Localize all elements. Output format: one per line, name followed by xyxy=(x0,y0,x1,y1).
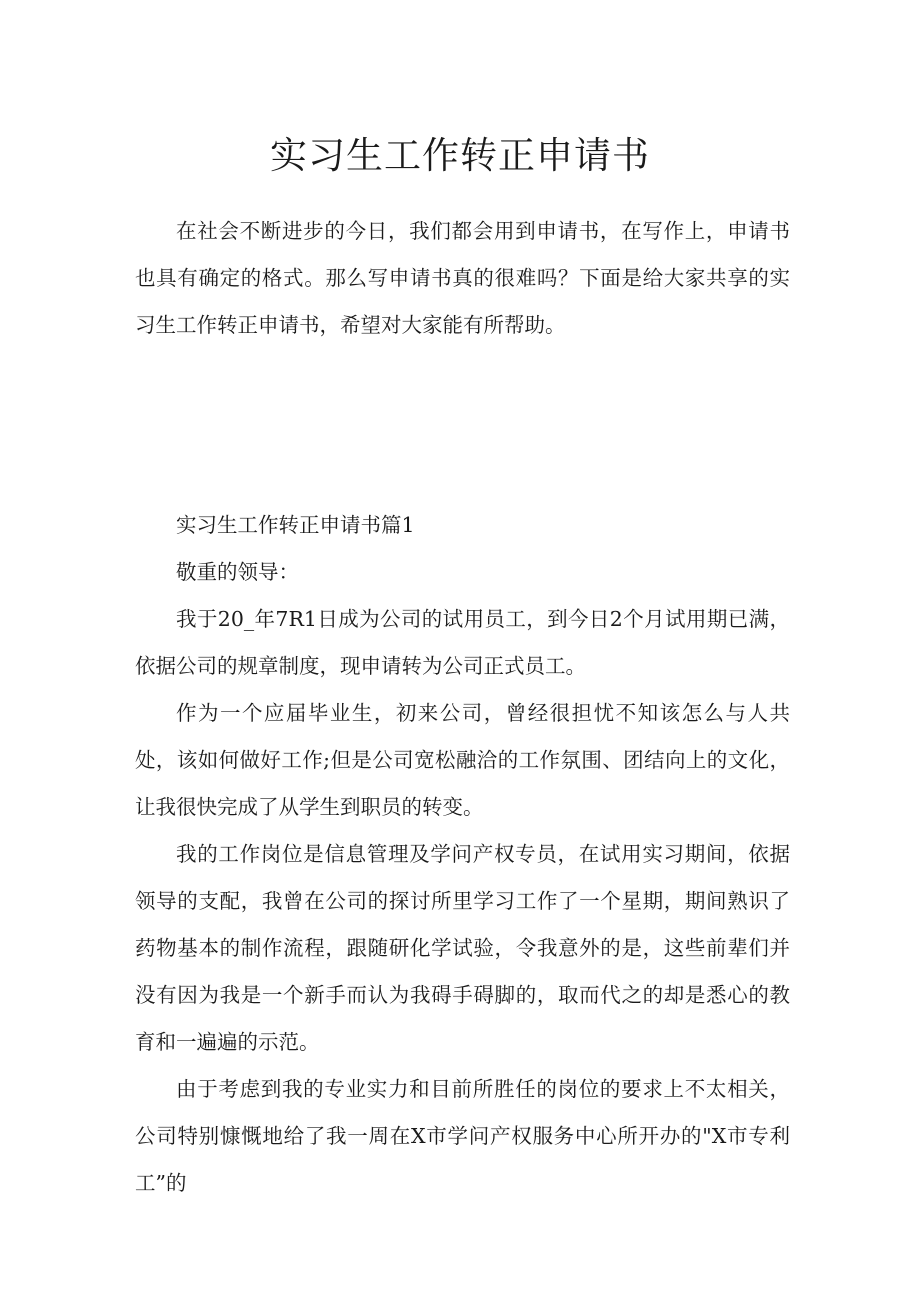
body-paragraph: 由于考虑到我的专业实力和目前所胜任的岗位的要求上不太相关，公司特别慷慨地给了我一周在X市学问产权服务中心所开办的"X市专利工”的 xyxy=(135,1077,790,1195)
section-title: 实习生工作转正申请书篇1 xyxy=(176,513,415,537)
body-paragraph: 作为一个应届毕业生，初来公司，曾经很担忧不知该怎么与人共处，该如何做好工作;但是公司宽松融洽的工作氛围、团结向上的文化，让我很快完成了从学生到职员的转变。 xyxy=(135,701,790,819)
body-paragraph: 我于20_年7R1日成为公司的试用员工，到今日2个月试用期已满，依据公司的规章制度，现申请转为公司正式员工。 xyxy=(135,607,790,678)
page-title: 实习生工作转正申请书 xyxy=(270,134,650,177)
intro-paragraph: 在社会不断进步的今日，我们都会用到申请书，在写作上，申请书也具有确定的格式。那么写申请书真的很难吗？下面是给大家共享的实习生工作转正申请书，希望对大家能有所帮助。 xyxy=(135,219,790,337)
greeting-line: 敬重的领导： xyxy=(176,560,299,584)
body-paragraph: 我的工作岗位是信息管理及学问产权专员，在试用实习期间，依据领导的支配，我曾在公司的探讨所里学习工作了一个星期，期间熟识了药物基本的制作流程，跟随研化学试验，令我意外的是，这些前辈们并没有因为我是一个新手而认为我碍手碍脚的，取而代之的却是悉心的教育和一遍遍的示范。 xyxy=(135,842,790,1054)
